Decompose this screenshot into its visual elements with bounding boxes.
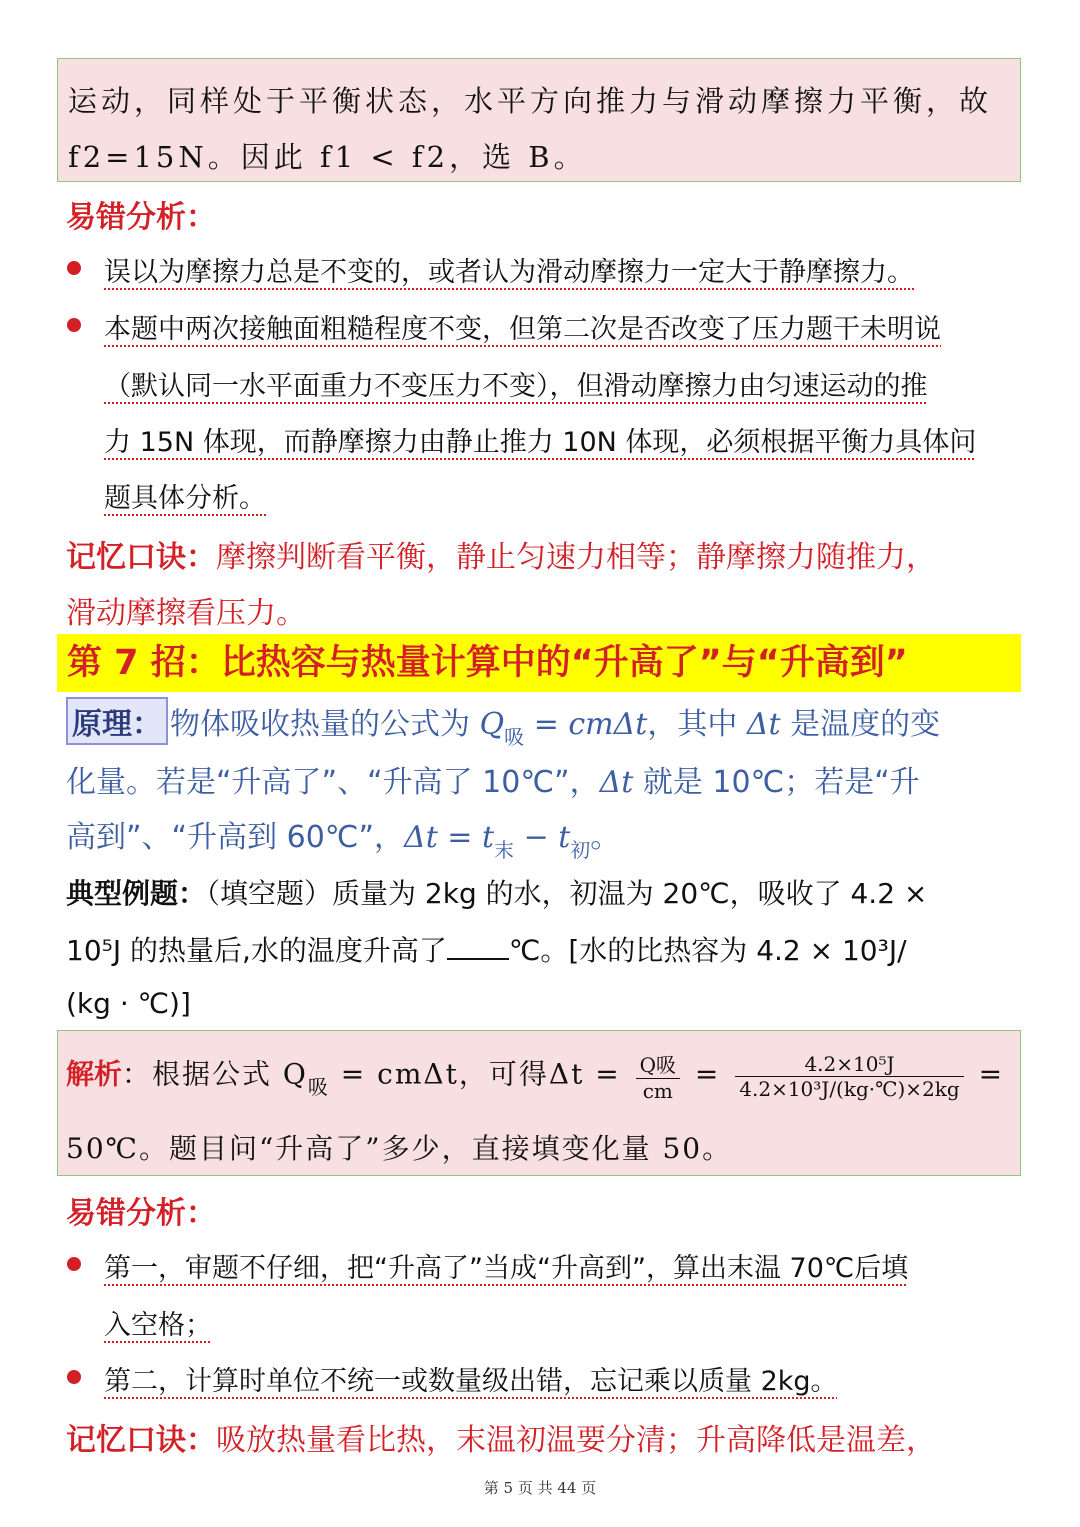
example-line-2: 10⁵J 的热量后,水的温度升高了 ℃。[水的比热容为 4.2 × 10³J/ [66,934,907,967]
error2-item-2-line-1: 第二，计算时单位不统一或数量级出错，忘记乘以质量 2kg。 [104,1366,838,1397]
error2-item-1-line-1: 第一，审题不仔细，把“升高了”当成“升高到”，算出末温 70℃后填 [104,1253,909,1284]
principle-label: 原理： [66,697,168,745]
error-analysis-heading-2: 易错分析： [66,1196,216,1231]
memory-label-2: 记忆口诀： [66,1423,216,1458]
error-item-2-line-4: 题具体分析。 [104,483,266,514]
answer-blank[interactable] [447,934,509,960]
fraction-q-over-cm: $\frac{\text{Q吸}}{cm}$ [636,1049,680,1103]
example-line-1: 典型例题：（填空题）质量为 2kg 的水，初温为 20℃，吸收了 4.2 × [66,877,928,910]
answer-box-top [57,58,1021,182]
error-item-2-line-2: （默认同一水平面重力不变压力不变），但滑动摩擦力由匀速运动的推 [104,371,928,402]
memory-rhyme-2: 记忆口诀：吸放热量看比热，末温初温要分清；升高降低是温差， [66,1423,936,1458]
bullet-dot-icon [67,261,81,275]
memory-line-2: 滑动摩擦看压力。 [66,596,306,631]
memory-rhyme-1 [66,532,936,576]
example-label: 典型例题： [66,877,207,910]
fraction-calculation: $\frac{\text{4.2×10⁵J}}{\text{4.2×10³J/(kg·℃)×2kg}}$ [735,1052,963,1101]
error-item-2-line-3: 力 15N 体现，而静摩擦力由静止推力 10N 体现，必须根据平衡力具体问 [104,427,977,458]
answer-line-1: 运动，同样处于平衡状态，水平方向推力与滑动摩擦力平衡，故 [68,84,993,118]
bullet-dot-icon [67,318,81,332]
bullet-dot-icon [67,1257,81,1271]
error-analysis-heading: 易错分析： [66,200,216,235]
memory-line-1: 摩擦判断看平衡，静止匀速力相等；静摩擦力随推力， [216,540,936,575]
error2-item-1-line-2: 入空格； [104,1310,212,1341]
page-number-footer: 第 5 页 共 44 页 [483,1479,597,1497]
solution-label: 解析 [66,1057,123,1091]
error-item-2-line-1: 本题中两次接触面粗糙程度不变，但第二次是否改变了压力题干未明说 [104,314,941,345]
solution-box [57,1030,1021,1176]
solution-row-2: 50℃。题目问“升高了”多少，直接填变化量 50。 [66,1132,733,1165]
principle-line-1: 原理： 物体吸收热量的公式为 $Q_吸 = cm\Delta t$，其中 Δt 是温度的变 [66,697,940,745]
example-line-3: (kg · ℃)] [66,987,191,1020]
section-title: 第 7 招：比热容与热量计算中的“升高了”与“升高到” [57,634,1021,692]
bullet-dot-icon [67,1370,81,1384]
memory-label: 记忆口诀： [66,540,216,575]
principle-line-2: 化量。若是“升高了”、“升高了 10℃”，Δt 就是 10℃；若是“升 [66,765,920,800]
solution-row-1: 解析：根据公式 $Q_吸 = cm\Delta t$，可得Δt = $\frac{\text{Q吸}}{cm}$ = $\frac{\text{4.2×10⁵J}}{\text{4.2×10³J/(kg·℃)×2kg}}$ = [66,1049,1004,1103]
answer-line-2: f2=15N。因此 f1 < f2，选 B。 [68,140,587,174]
principle-line-3: 高到”、“升高到 60℃”，$\Delta t = t_末 - t_初$。 [66,820,621,862]
error-item-1-line-1: 误以为摩擦力总是不变的，或者认为滑动摩擦力一定大于静摩擦力。 [104,257,914,288]
